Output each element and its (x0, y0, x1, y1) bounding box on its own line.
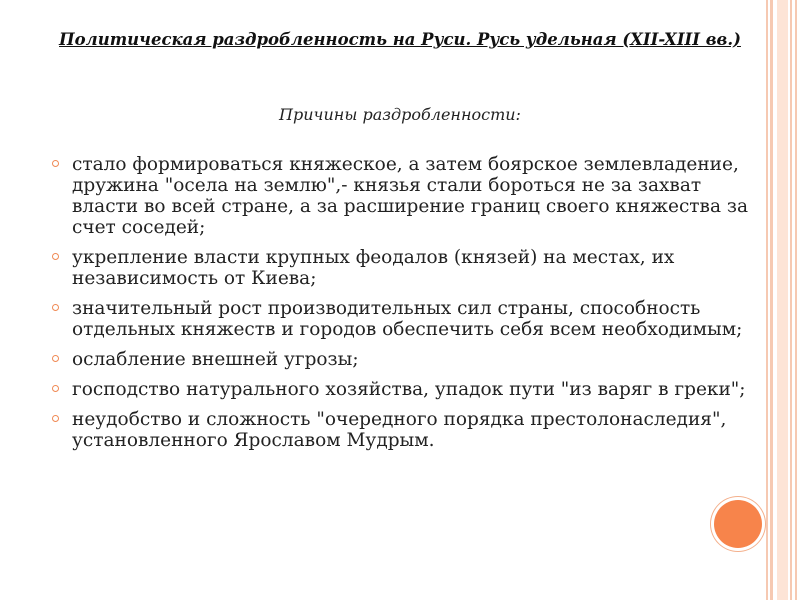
slide-subtitle: Причины раздробленности: (279, 105, 521, 124)
hollow-circle-bullet-icon (52, 355, 59, 362)
causes-list (50, 154, 750, 460)
hollow-circle-bullet-icon (52, 160, 59, 167)
right-decorative-stripe (795, 0, 797, 600)
right-decorative-stripe (766, 0, 768, 600)
slide-title: Политическая раздробленность на Руси. Русь удельная (XII-XIII вв.) (59, 30, 741, 49)
list-item (50, 154, 750, 238)
orange-circle-decoration (714, 500, 762, 548)
list-item-text: господство натурального хозяйства, упадок пути "из варяг в греки"; (72, 379, 746, 400)
list-item (50, 349, 750, 370)
list-item-text: значительный рост производительных сил страны, способность отдельных княжеств и городов обеспечить себя всем необходимым; (72, 298, 743, 340)
hollow-circle-bullet-icon (52, 385, 59, 392)
list-item (50, 409, 750, 451)
hollow-circle-bullet-icon (52, 415, 59, 422)
list-item-text: ослабление внешней угрозы; (72, 349, 359, 370)
list-item-text: укрепление власти крупных феодалов (князей) на местах, их независимость от Киева; (72, 247, 675, 289)
right-decorative-stripe (770, 0, 773, 600)
list-item (50, 379, 750, 400)
list-item (50, 298, 750, 340)
list-item-text: стало формироваться княжеское, а затем боярское землевладение, дружина "осела на землю",- князья стали бороться не за захват власти во всей стране, а за расширение границ своего княжества за счет соседей; (72, 154, 748, 238)
right-decorative-stripe (777, 0, 788, 600)
hollow-circle-bullet-icon (52, 253, 59, 260)
list-item (50, 247, 750, 289)
hollow-circle-bullet-icon (52, 304, 59, 311)
list-item-text: неудобство и сложность "очередного порядка престолонаследия", установленного Ярославом Мудрым. (72, 409, 727, 451)
right-decorative-stripe (790, 0, 792, 600)
